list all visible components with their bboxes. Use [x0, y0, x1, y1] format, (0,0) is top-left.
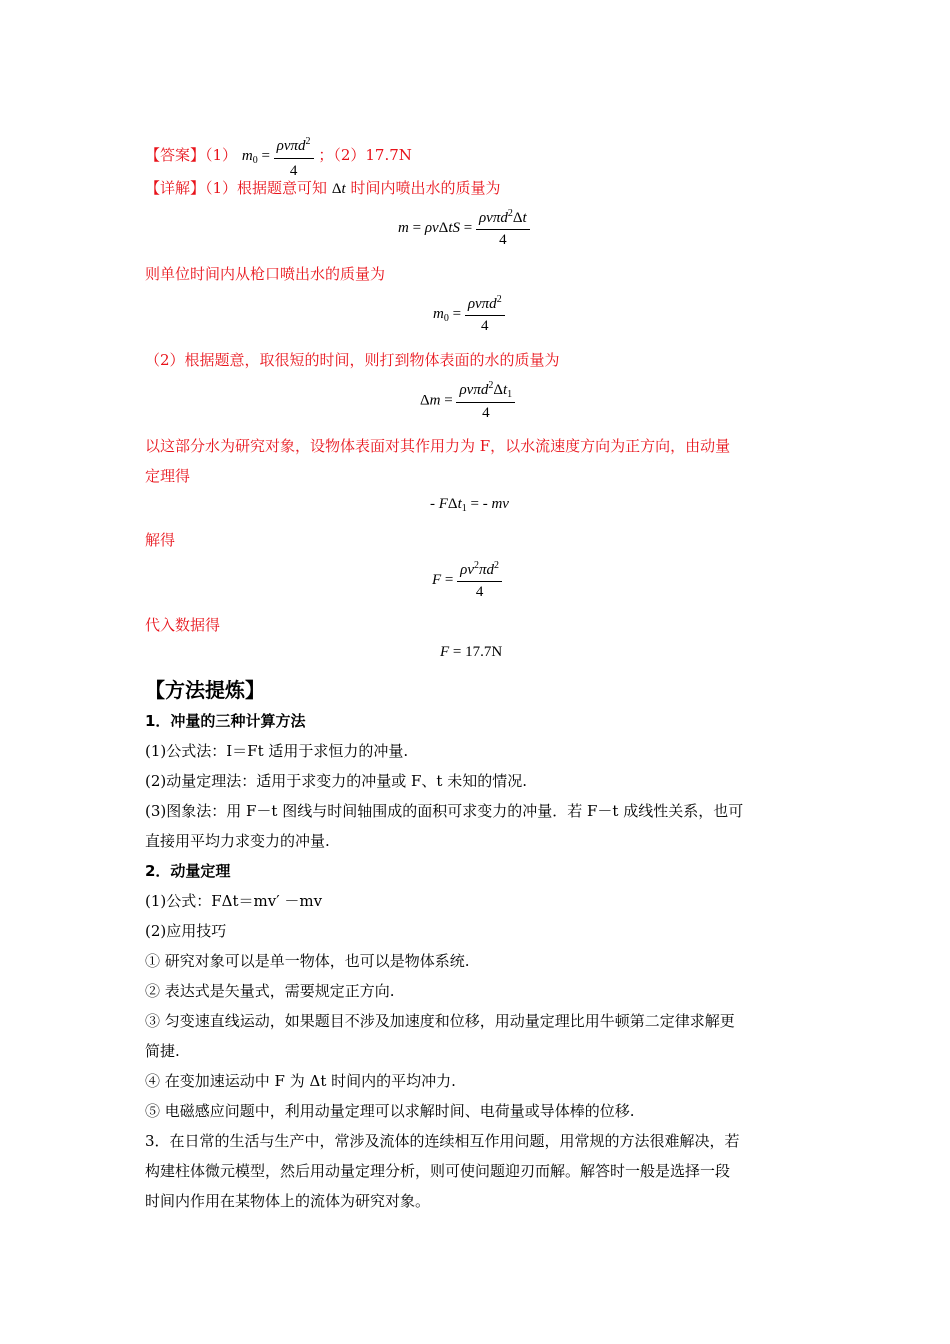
detail-text-4b: 定理得: [145, 467, 191, 485]
section-3-line-2: 构建柱体微元模型，然后用动量定理分析，则可使问题迎刃而解。解答时一般是选择一段: [145, 1162, 731, 1180]
detail-text-1: （1）根据题意可知: [205, 179, 328, 197]
detail-text-1-tail: 时间内喷出水的质量为: [350, 179, 501, 197]
section-3-line-1: 3．在日常的生活与生产中，常涉及流体的连续相互作用问题，用常规的方法很难解决，若: [145, 1132, 740, 1150]
section-2-line-5a: ③ 匀变速直线运动，如果题目不涉及加速度和位移，用动量定理比用牛顿第二定律求解更: [145, 1012, 735, 1030]
section-2-line-6: ④ 在变加速运动中 F 为 Δt 时间内的平均冲力.: [145, 1072, 456, 1090]
answer-label: 【答案】: [145, 145, 206, 164]
answer-part2-value: 17.7N: [365, 145, 412, 164]
detail-label: 【详解】: [145, 179, 206, 197]
equation-final: F = 17.7N: [440, 644, 503, 660]
section-2-line-3: ① 研究对象可以是单一物体，也可以是物体系统.: [145, 952, 470, 970]
detail-line-1: [145, 178, 500, 199]
answer-part1-label: （1）: [205, 145, 238, 164]
section-1-line-1: (1)公式法：I＝Ft 适用于求恒力的冲量.: [145, 742, 409, 760]
section-2-line-2: (2)应用技巧: [145, 922, 227, 940]
answer-separator: ；: [318, 145, 334, 164]
section-1-title: 1．冲量的三种计算方法: [145, 712, 306, 730]
answer-part2-label: （2）: [333, 145, 366, 164]
detail-text-5: 解得: [145, 531, 176, 549]
section-2-line-1: (1)公式：FΔt＝mv′ －mv: [145, 892, 323, 910]
equation-delta-m: Δm = $\frac{\rho v\pi d^2\Delta t_1}{4}$: [420, 380, 515, 422]
section-1-line-3a: (3)图象法：用 F－t 图线与时间轴围成的面积可求变力的冲量．若 F－t 成线性关系，也可: [145, 802, 744, 820]
equation-force: F = $\frac{\rho v^2\pi d^2}{4}$: [432, 560, 502, 601]
section-1-line-2: (2)动量定理法：适用于求变力的冲量或 F、t 未知的情况.: [145, 772, 527, 790]
section-2-title: 2．动量定理: [145, 862, 231, 880]
answer-formula-m0: $m_0$ = $\frac{\rho v\pi d^2}{4}$: [242, 148, 314, 164]
delta-t-symbol: Δt: [331, 181, 346, 197]
final-value: 17.7N: [465, 644, 503, 660]
method-heading: 【方法提炼】: [145, 678, 265, 702]
section-2-line-4: ② 表达式是矢量式，需要规定正方向.: [145, 982, 395, 1000]
section-2-line-7: ⑤ 电磁感应问题中，利用动量定理可以求解时间、电荷量或导体棒的位移.: [145, 1102, 635, 1120]
equation-impulse: - FΔt$_1$ = - mv: [430, 496, 509, 514]
detail-text-6: 代入数据得: [145, 616, 221, 634]
detail-text-2: 则单位时间内从枪口喷出水的质量为: [145, 265, 386, 283]
answer-line: [145, 132, 412, 181]
section-2-line-5b: 简捷.: [145, 1042, 180, 1060]
equation-mass: m = ρvΔtS = $\frac{\rho v\pi d^2\Delta t}{4}$: [398, 208, 530, 249]
section-3-line-3: 时间内作用在某物体上的流体为研究对象。: [145, 1192, 431, 1210]
method-body: [145, 706, 810, 1216]
detail-text-3: （2）根据题意，取很短的时间，则打到物体表面的水的质量为: [145, 351, 560, 369]
detail-text-4a: 以这部分水为研究对象，设物体表面对其作用力为 F，以水流速度方向为正方向，由动量: [145, 437, 731, 455]
equation-m0: $m_0$ = $\frac{\rho v\pi d^2}{4}$: [433, 294, 505, 335]
section-1-line-3b: 直接用平均力求变力的冲量.: [145, 832, 330, 850]
